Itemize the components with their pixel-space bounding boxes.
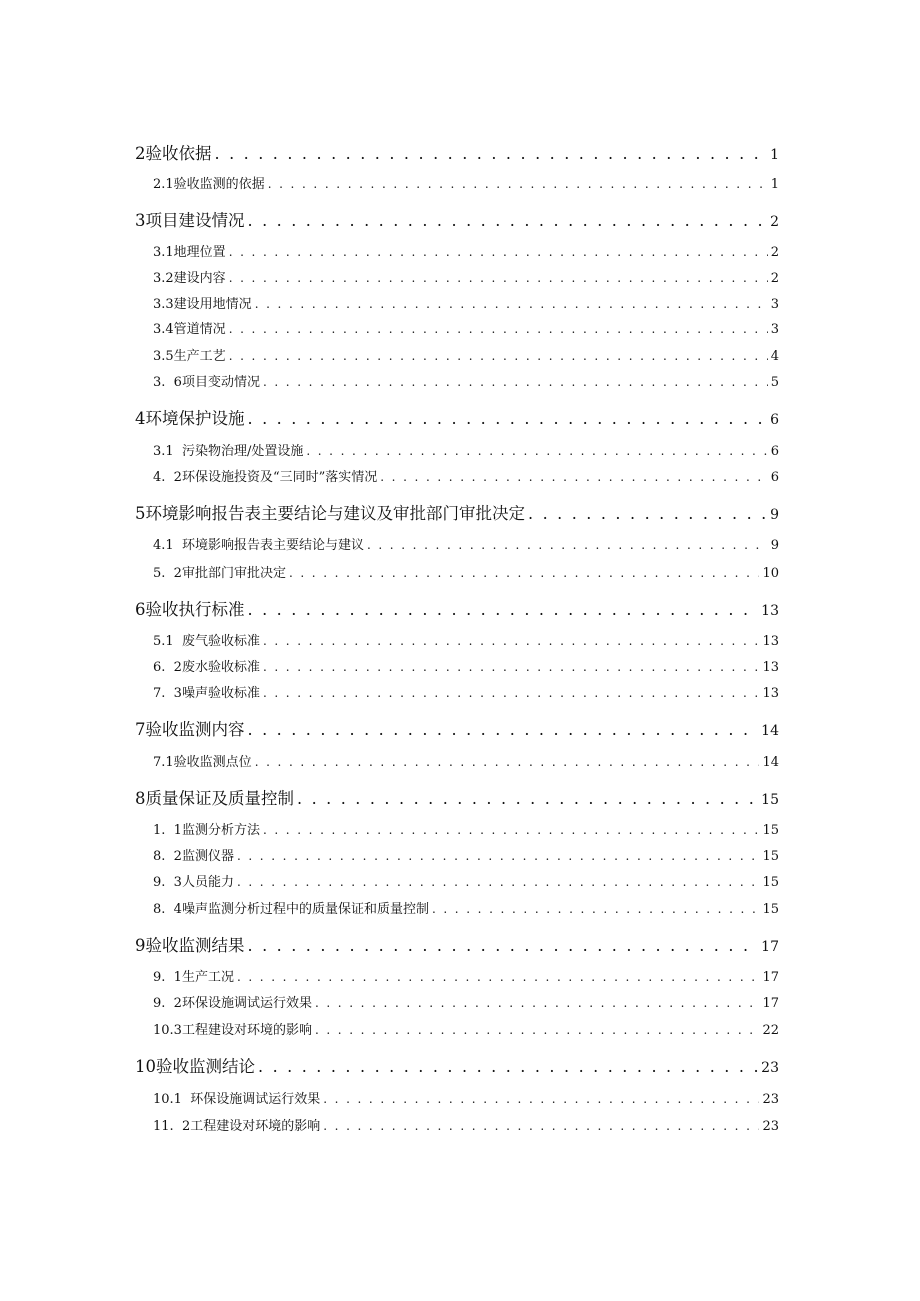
dot-leader [229,322,768,336]
toc-chapter-entry[interactable] [135,785,779,809]
toc-section-entry[interactable] [153,682,779,701]
toc-entry-page-number: 2 [770,271,779,286]
toc-section-entry[interactable] [153,656,779,675]
toc-section-entry[interactable] [153,173,779,192]
dot-leader [237,875,760,889]
toc-entry-title: 6验收执行标准 [135,600,245,619]
toc-entry-page-number: 15 [762,875,779,890]
dot-leader [215,144,768,163]
toc-entry-page-number: 17 [762,996,779,1011]
toc-entry-title: 3.2建设内容 [153,271,226,286]
toc-section-entry[interactable] [153,871,779,890]
toc-entry-page-number: 3 [770,297,779,312]
toc-section-entry[interactable] [153,562,779,581]
toc-entry-title: 3.5生产工艺 [153,349,226,364]
toc-section-entry[interactable] [153,819,779,838]
toc-section-entry[interactable] [153,318,779,337]
toc-entry-page-number: 13 [762,634,779,649]
dot-leader [248,720,759,739]
toc-entry-page-number: 17 [762,970,779,985]
toc-entry-page-number: 1 [770,177,779,192]
toc-section-entry[interactable] [153,898,779,917]
toc-entry-page-number: 4 [770,349,779,364]
toc-entry-title: 4. 2环保设施投资及“三同时”落实情况 [153,470,378,485]
dot-leader [248,211,768,230]
toc-entry-page-number: 23 [761,1060,779,1076]
toc-section-entry[interactable] [153,345,779,364]
toc-section-entry[interactable] [153,1088,779,1107]
dot-leader [528,504,767,523]
dot-leader [432,902,760,916]
dot-leader [255,755,760,769]
toc-entry-page-number: 1 [770,147,779,163]
toc-entry-title: 2.1验收监测的依据 [153,177,265,192]
toc-entry-title: 9验收监测结果 [135,936,245,955]
toc-entry-title: 10.3工程建设对环境的影响 [153,1023,312,1038]
toc-entry-page-number: 15 [762,823,779,838]
toc-entry-page-number: 6 [770,470,779,485]
toc-section-entry[interactable] [153,751,779,770]
toc-entry-page-number: 10 [762,566,779,581]
toc-entry-page-number: 13 [762,686,779,701]
dot-leader [229,245,768,259]
toc-entry-title: 10.1 环保设施调试运行效果 [153,1092,321,1107]
dot-leader [263,634,760,648]
toc-entry-title: 3.3建设用地情况 [153,297,252,312]
toc-entry-title: 4环境保护设施 [135,409,245,428]
toc-chapter-entry[interactable] [135,1053,779,1077]
toc-entry-title: 4.1 环境影响报告表主要结论与建议 [153,538,364,553]
dot-leader [263,375,768,389]
toc-entry-title: 9. 2环保设施调试运行效果 [153,996,312,1011]
toc-entry-title: 6. 2废水验收标准 [153,660,260,675]
toc-entry-page-number: 2 [770,245,779,260]
dot-leader [263,823,760,837]
toc-section-entry[interactable] [153,293,779,312]
toc-entry-title: 8. 4噪声监测分析过程中的质量保证和质量控制 [153,902,429,917]
toc-section-entry[interactable] [153,267,779,286]
dot-leader [229,271,768,285]
dot-leader [323,1119,759,1133]
toc-entry-title: 7.1验收监测点位 [153,755,252,770]
toc-section-entry[interactable] [153,1115,779,1134]
toc-section-entry[interactable] [153,466,779,485]
toc-section-entry[interactable] [153,534,779,553]
toc-entry-title: 9. 1生产工况 [153,970,234,985]
dot-leader [248,409,768,428]
dot-leader [315,1023,760,1037]
toc-entry-page-number: 15 [762,849,779,864]
toc-entry-title: 11. 2工程建设对环境的影响 [153,1119,321,1134]
toc-chapter-entry[interactable] [135,207,779,231]
toc-entry-title: 7验收监测内容 [135,720,245,739]
toc-entry-title: 5. 2审批部门审批决定 [153,566,286,581]
toc-section-entry[interactable] [153,845,779,864]
toc-entry-title: 2验收依据 [135,144,212,163]
dot-leader [237,849,760,863]
toc-chapter-entry[interactable] [135,140,779,164]
toc-entry-title: 5环境影响报告表主要结论与建议及审批部门审批决定 [135,504,525,523]
toc-entry-page-number: 15 [761,792,779,808]
toc-entry-page-number: 9 [770,507,779,523]
toc-chapter-entry[interactable] [135,500,779,524]
dot-leader [297,789,758,808]
toc-chapter-entry[interactable] [135,716,779,740]
toc-entry-page-number: 14 [762,755,779,770]
dot-leader [323,1092,759,1106]
toc-entry-title: 3项目建设情况 [135,211,245,230]
dot-leader [255,297,768,311]
dot-leader [237,970,760,984]
toc-entry-page-number: 17 [761,939,779,955]
toc-entry-title: 8质量保证及质量控制 [135,789,294,808]
dot-leader [263,686,760,700]
dot-leader [229,349,768,363]
toc-entry-page-number: 2 [770,214,779,230]
toc-section-entry[interactable] [153,992,779,1011]
toc-chapter-entry[interactable] [135,596,779,620]
toc-entry-title: 3.4管道情况 [153,322,226,337]
toc-entry-title: 1. 1监测分析方法 [153,823,260,838]
dot-leader [315,996,760,1010]
toc-entry-page-number: 6 [770,444,779,459]
dot-leader [258,1057,758,1076]
toc-entry-title: 3. 6项目变动情况 [153,375,260,390]
toc-section-entry[interactable] [153,1019,779,1038]
toc-entry-page-number: 6 [770,412,779,428]
toc-entry-page-number: 23 [762,1119,779,1134]
toc-entry-page-number: 14 [761,723,779,739]
toc-entry-title: 7. 3噪声验收标准 [153,686,260,701]
toc-entry-page-number: 5 [770,375,779,390]
toc-entry-title: 3.1地理位置 [153,245,226,260]
toc-section-entry[interactable] [153,440,779,459]
toc-entry-page-number: 22 [762,1023,779,1038]
dot-leader [289,566,760,580]
dot-leader [268,177,768,191]
toc-entry-page-number: 13 [761,603,779,619]
dot-leader [306,444,767,458]
toc-entry-page-number: 23 [762,1092,779,1107]
dot-leader [380,470,767,484]
toc-entry-title: 9. 3人员能力 [153,875,234,890]
toc-entry-page-number: 3 [770,322,779,337]
toc-chapter-entry[interactable] [135,932,779,956]
toc-section-entry[interactable] [153,966,779,985]
toc-entry-title: 3.1 污染物治理/处置设施 [153,444,304,459]
toc-section-entry[interactable] [153,241,779,260]
toc-entry-title: 5.1 废气验收标准 [153,634,260,649]
toc-entry-title: 8. 2监测仪器 [153,849,234,864]
dot-leader [367,538,768,552]
toc-entry-page-number: 15 [762,902,779,917]
toc-section-entry[interactable] [153,630,779,649]
dot-leader [263,660,760,674]
toc-section-entry[interactable] [153,371,779,390]
toc-entry-page-number: 9 [770,538,779,553]
toc-chapter-entry[interactable] [135,405,779,429]
dot-leader [248,600,759,619]
toc-entry-page-number: 13 [762,660,779,675]
toc-entry-title: 10验收监测结论 [135,1057,255,1076]
dot-leader [248,936,759,955]
